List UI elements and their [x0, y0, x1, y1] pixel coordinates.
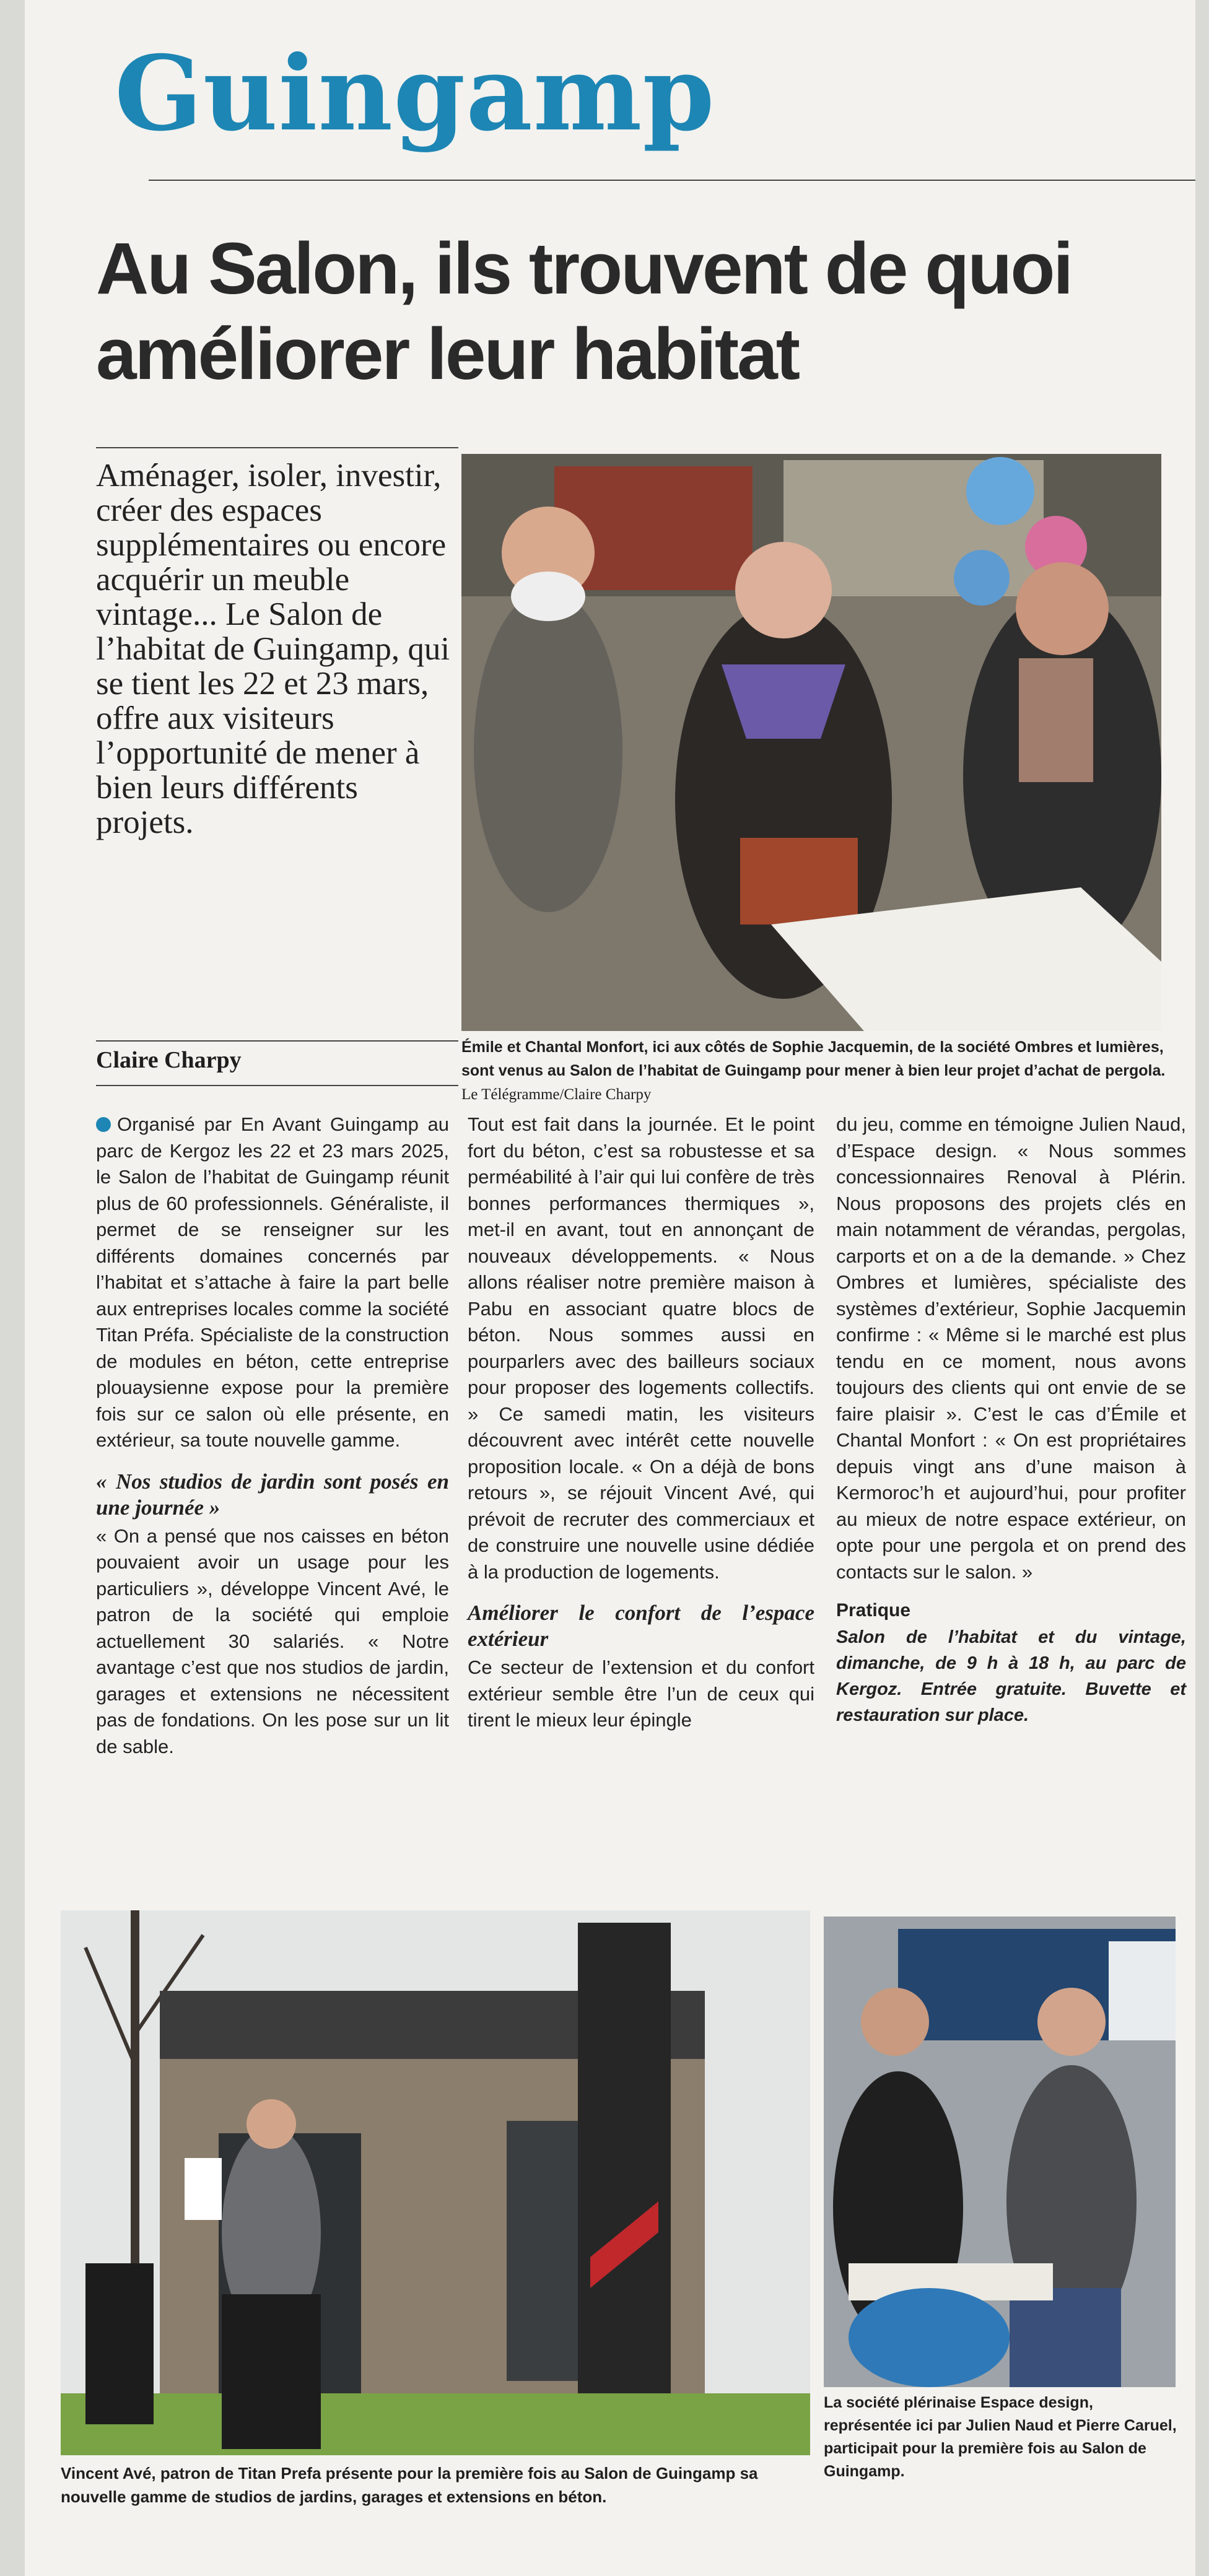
espace-design-photo-image: [824, 1917, 1176, 2387]
titan-photo-image: [61, 1910, 810, 2455]
main-photo-image: [461, 454, 1161, 1031]
bullet-dot-icon: [96, 1117, 111, 1132]
byline-rule-bottom: [96, 1085, 458, 1086]
article-column-3: [836, 1112, 1186, 1728]
subheading-2: Améliorer le confort de l’espace extérieur: [468, 1601, 814, 1651]
lede: Aménager, isoler, investir, créer des espaces supplémentaires ou encore acquérir un meuble vintage... Le Salon de l’habitat de Guingamp, qui se tient les 22 et 23 mars, offre aux visiteurs l’opportunité de mener à bien leurs différents projets.: [96, 458, 450, 840]
section-rule: [149, 180, 1195, 181]
espace-design-caption: La société plérinaise Espace design, représentée ici par Julien Naud et Pierre Caruel, participait pour la première fois au Salon de Guingamp.: [824, 2394, 1177, 2480]
main-photo-credit: Le Télégramme/Claire Charpy: [461, 1086, 652, 1103]
lede-rule: [96, 447, 458, 448]
byline: Claire Charpy: [96, 1047, 242, 1073]
pratique-title: Pratique: [836, 1600, 911, 1621]
article-paragraph-2: Tout est fait dans la journée. Et le point fort du béton, c’est sa robustesse et sa perméabilité à l’air qui lui confère de très bonnes performances thermiques », met-il en avant, tout en annonçant de nouveaux développements. « Nous allons réaliser notre première maison à Pabu en associant quatre blocs de béton. Nous sommes aussi en pourparlers avec des bailleurs sociaux pour proposer des logements collectifs. » Ce samedi matin, les visiteurs découvrent avec intérêt cette nouvelle proposition locale. « On a déjà de bons retours », se réjouit Vincent Avé, qui prévoit de recruter des commerciaux et de construire une nouvelle usine dédiée à la production de logements.: [468, 1113, 814, 1583]
article-paragraph-4: du jeu, comme en témoigne Julien Naud, d’Espace design. « Nous sommes concessionnaires Renoval à Plérin. Nous proposons des projets clés en main notamment de vérandas, pergolas, carports et on a de la demande. » Chez Ombres et lumières, spécialiste des systèmes d’extérieur, Sophie Jacquemin confirme : « Même si le marché est plus tendu en ce moment, nous avons toujours des clients qui ont envie de se faire plaisir ». C’est le cas d’Émile et Chantal Monfort : « On est propriétaires depuis vingt ans d’une maison à Kermoroc’h et aujourd’hui, pour profiter au mieux de notre espace extérieur, on opte pour une pergola et on prend des contacts sur le salon. »: [836, 1113, 1186, 1583]
article-column-1: [96, 1112, 449, 1760]
main-photo: [461, 454, 1161, 1031]
article-paragraph-1: « On a pensé que nos caisses en béton pouvaient avoir un usage pour les particuliers », développe Vincent Avé, le patron de la société qui emploie actuellement 30 salariés. « Notre avantage c’est que nos studios de jardin, garages et extensions ne nécessitent pas de fondations. On les pose sur un lit de sable.: [96, 1525, 449, 1757]
espace-design-photo: [824, 1917, 1176, 2387]
article-paragraph-3: Ce secteur de l’extension et du confort extérieur semble être l’un de ceux qui tirent le mieux leur épingle: [468, 1656, 814, 1731]
article-intro: Organisé par En Avant Guingamp au parc de Kergoz les 22 et 23 mars 2025, le Salon de l’habitat de Guingamp réunit plus de 60 professionnels. Généraliste, il permet de se renseigner sur les différents domaines concernés par l’habitat et s’attache à faire la part belle aux entreprises locales comme la société Titan Préfa. Spécialiste de la construction de modules en béton, cette entreprise plouaysienne expose pour la première fois sur ce salon où elle présente, en extérieur, sa toute nouvelle gamme.: [96, 1113, 449, 1451]
section-title: Guingamp: [115, 33, 715, 154]
newspaper-page: [25, 0, 1195, 2576]
article-column-2: [468, 1112, 814, 1734]
pratique-text: Salon de l’habitat et du vintage, dimanche, de 9 h à 18 h, au parc de Kergoz. Entrée gratuite. Buvette et restauration sur place.: [836, 1627, 1186, 1725]
subheading-1: « Nos studios de jardin sont posés en une journée »: [96, 1469, 449, 1520]
titan-photo-caption: Vincent Avé, patron de Titan Prefa présente pour la première fois au Salon de Guingamp sa nouvelle gamme de studios de jardins, garages et extensions en béton.: [61, 2464, 758, 2506]
titan-photo: [61, 1910, 810, 2455]
byline-rule-top: [96, 1040, 458, 1042]
headline: Au Salon, ils trouvent de quoi améliorer leur habitat: [96, 228, 1072, 395]
main-photo-caption-text: Émile et Chantal Monfort, ici aux côtés de Sophie Jacquemin, de la société Ombres et lumières, sont venus au Salon de l’habitat de Guingamp pour mener à bien leur projet d’achat de pergola.: [461, 1038, 1166, 1079]
main-photo-caption: [461, 1035, 1183, 1107]
